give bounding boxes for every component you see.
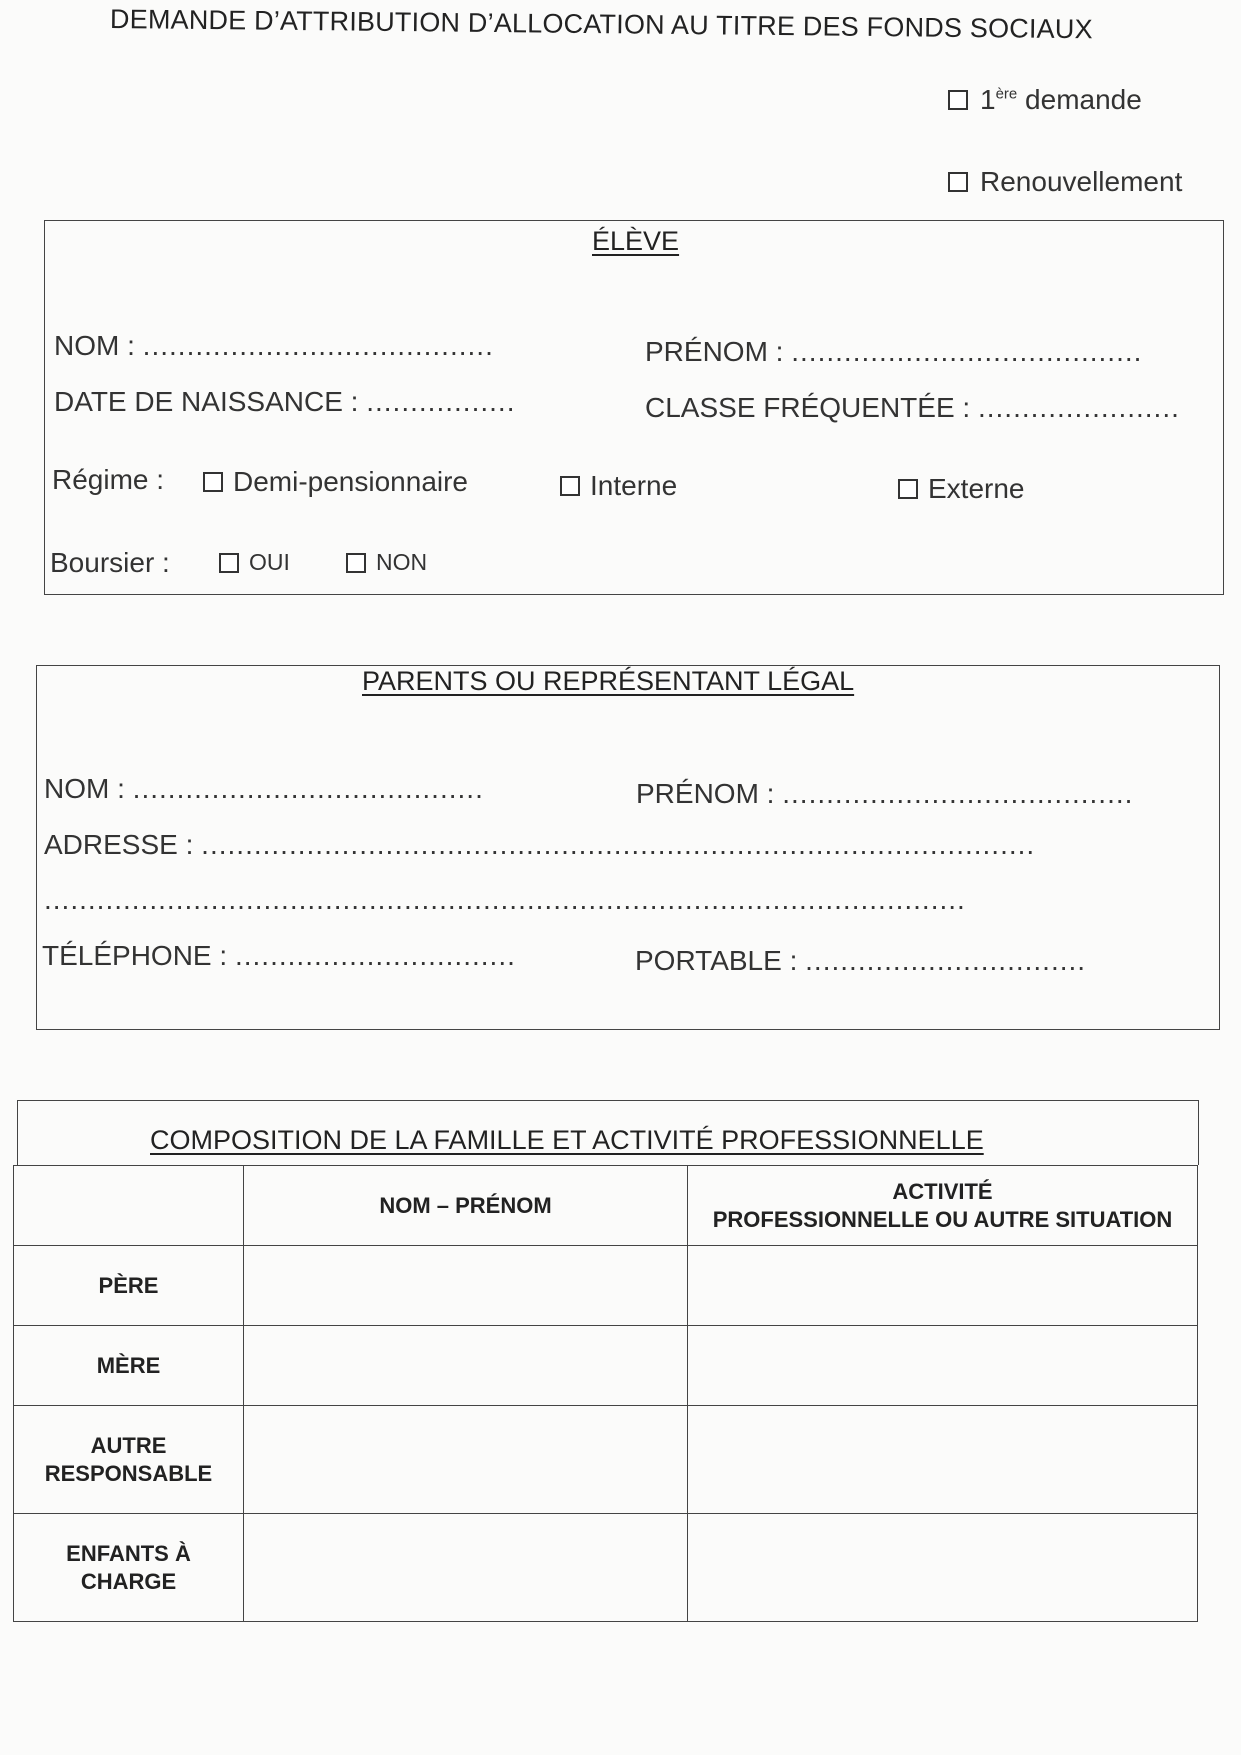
- regime-demi-pensionnaire-checkbox[interactable]: [203, 472, 223, 492]
- eleve-nom-label: NOM :: [54, 330, 135, 361]
- boursier-label: Boursier :: [50, 547, 170, 578]
- famille-header-activite-line1: ACTIVITÉ: [892, 1178, 993, 1204]
- famille-header-activite: [688, 1166, 1198, 1246]
- boursier-option-oui[interactable]: [219, 549, 290, 576]
- first-request-label: 1ère demande: [980, 84, 1142, 115]
- eleve-prenom-label: PRÉNOM :: [645, 336, 784, 367]
- autre-responsable-activite-cell[interactable]: [688, 1406, 1198, 1514]
- pere-nom-cell[interactable]: [244, 1246, 688, 1326]
- regime-interne-checkbox[interactable]: [560, 476, 580, 496]
- parents-nom-blank[interactable]: ........................................: [132, 773, 484, 804]
- table-row: [14, 1406, 1198, 1514]
- parents-telephone-blank[interactable]: ................................: [234, 940, 516, 971]
- parents-nom-label: NOM :: [44, 773, 125, 804]
- regime-label: Régime :: [52, 464, 165, 495]
- row-label-mere: MÈRE: [14, 1326, 244, 1406]
- autre-responsable-nom-cell[interactable]: [244, 1406, 688, 1514]
- boursier-oui-checkbox[interactable]: [219, 553, 239, 573]
- eleve-classe-blank[interactable]: .......................: [977, 392, 1180, 423]
- table-row: [14, 1246, 1198, 1326]
- enfants-line1: ENFANTS À: [66, 1540, 191, 1566]
- boursier-non-checkbox[interactable]: [346, 553, 366, 573]
- eleve-nom-field[interactable]: [54, 330, 494, 362]
- eleve-date-field[interactable]: [54, 386, 515, 418]
- eleve-section-title: ÉLÈVE: [592, 226, 680, 256]
- famille-header-activite-line2: PROFESSIONNELLE OU AUTRE SITUATION: [712, 1206, 1173, 1232]
- regime-option-demi-pensionnaire[interactable]: [203, 466, 468, 498]
- renewal-option[interactable]: [948, 166, 1182, 198]
- row-label-autre-responsable: [14, 1406, 244, 1514]
- table-row: [14, 1326, 1198, 1406]
- boursier-oui-label: OUI: [249, 549, 290, 575]
- parents-telephone-field[interactable]: [42, 940, 516, 972]
- first-request-option[interactable]: [948, 84, 1142, 116]
- regime-externe-label: Externe: [928, 473, 1025, 504]
- row-label-pere: PÈRE: [14, 1246, 244, 1326]
- eleve-nom-blank[interactable]: ........................................: [142, 330, 494, 361]
- regime-interne-label: Interne: [590, 470, 678, 501]
- eleve-classe-label: CLASSE FRÉQUENTÉE :: [645, 392, 971, 423]
- eleve-prenom-blank[interactable]: ........................................: [791, 336, 1143, 367]
- parents-telephone-label: TÉLÉPHONE :: [42, 940, 228, 971]
- parents-portable-field[interactable]: [635, 945, 1086, 977]
- famille-header-empty: [14, 1166, 244, 1246]
- page-title: DEMANDE D’ATTRIBUTION D’ALLOCATION AU TITRE DES FONDS SOCIAUX: [109, 4, 1093, 45]
- regime-demi-pensionnaire-label: Demi-pensionnaire: [233, 466, 469, 497]
- parents-adresse-line2-blank[interactable]: .........................................................................................................: [44, 884, 966, 915]
- renewal-checkbox[interactable]: [948, 172, 968, 192]
- enfants-line2: CHARGE: [80, 1568, 177, 1594]
- parents-section-title: PARENTS OU REPRÉSENTANT LÉGAL: [362, 666, 855, 696]
- first-request-checkbox[interactable]: [948, 90, 968, 110]
- enfants-activite-cell[interactable]: [688, 1514, 1198, 1622]
- famille-table: [13, 1165, 1198, 1622]
- regime-option-interne[interactable]: [560, 470, 677, 502]
- mere-activite-cell[interactable]: [688, 1326, 1198, 1406]
- pere-activite-cell[interactable]: [688, 1246, 1198, 1326]
- autre-responsable-line2: RESPONSABLE: [44, 1460, 213, 1486]
- famille-section-title: COMPOSITION DE LA FAMILLE ET ACTIVITÉ PROFESSIONNELLE: [150, 1125, 984, 1155]
- parents-prenom-blank[interactable]: ........................................: [782, 778, 1134, 809]
- mere-nom-cell[interactable]: [244, 1326, 688, 1406]
- row-label-enfants-a-charge: [14, 1514, 244, 1622]
- regime-option-externe[interactable]: [898, 473, 1025, 505]
- regime-externe-checkbox[interactable]: [898, 479, 918, 499]
- enfants-nom-cell[interactable]: [244, 1514, 688, 1622]
- parents-adresse-field[interactable]: [44, 829, 1035, 861]
- parents-portable-blank[interactable]: ................................: [805, 945, 1087, 976]
- table-row: [14, 1514, 1198, 1622]
- parents-adresse-label: ADRESSE :: [44, 829, 194, 860]
- parents-nom-field[interactable]: [44, 773, 484, 805]
- boursier-option-non[interactable]: [346, 549, 427, 576]
- parents-portable-label: PORTABLE :: [635, 945, 798, 976]
- famille-header-nom-prenom: NOM – PRÉNOM: [244, 1166, 688, 1246]
- eleve-classe-field[interactable]: [645, 392, 1180, 424]
- eleve-date-blank[interactable]: .................: [366, 386, 516, 417]
- eleve-prenom-field[interactable]: [645, 336, 1142, 368]
- autre-responsable-line1: AUTRE: [90, 1432, 167, 1458]
- boursier-non-label: NON: [376, 549, 428, 575]
- renewal-label: Renouvellement: [980, 166, 1183, 197]
- eleve-date-label: DATE DE NAISSANCE :: [54, 386, 359, 417]
- parents-prenom-field[interactable]: [636, 778, 1133, 810]
- parents-prenom-label: PRÉNOM :: [636, 778, 775, 809]
- parents-adresse-blank[interactable]: ...............................................................................................: [201, 829, 1036, 860]
- famille-header-row: [14, 1166, 1198, 1246]
